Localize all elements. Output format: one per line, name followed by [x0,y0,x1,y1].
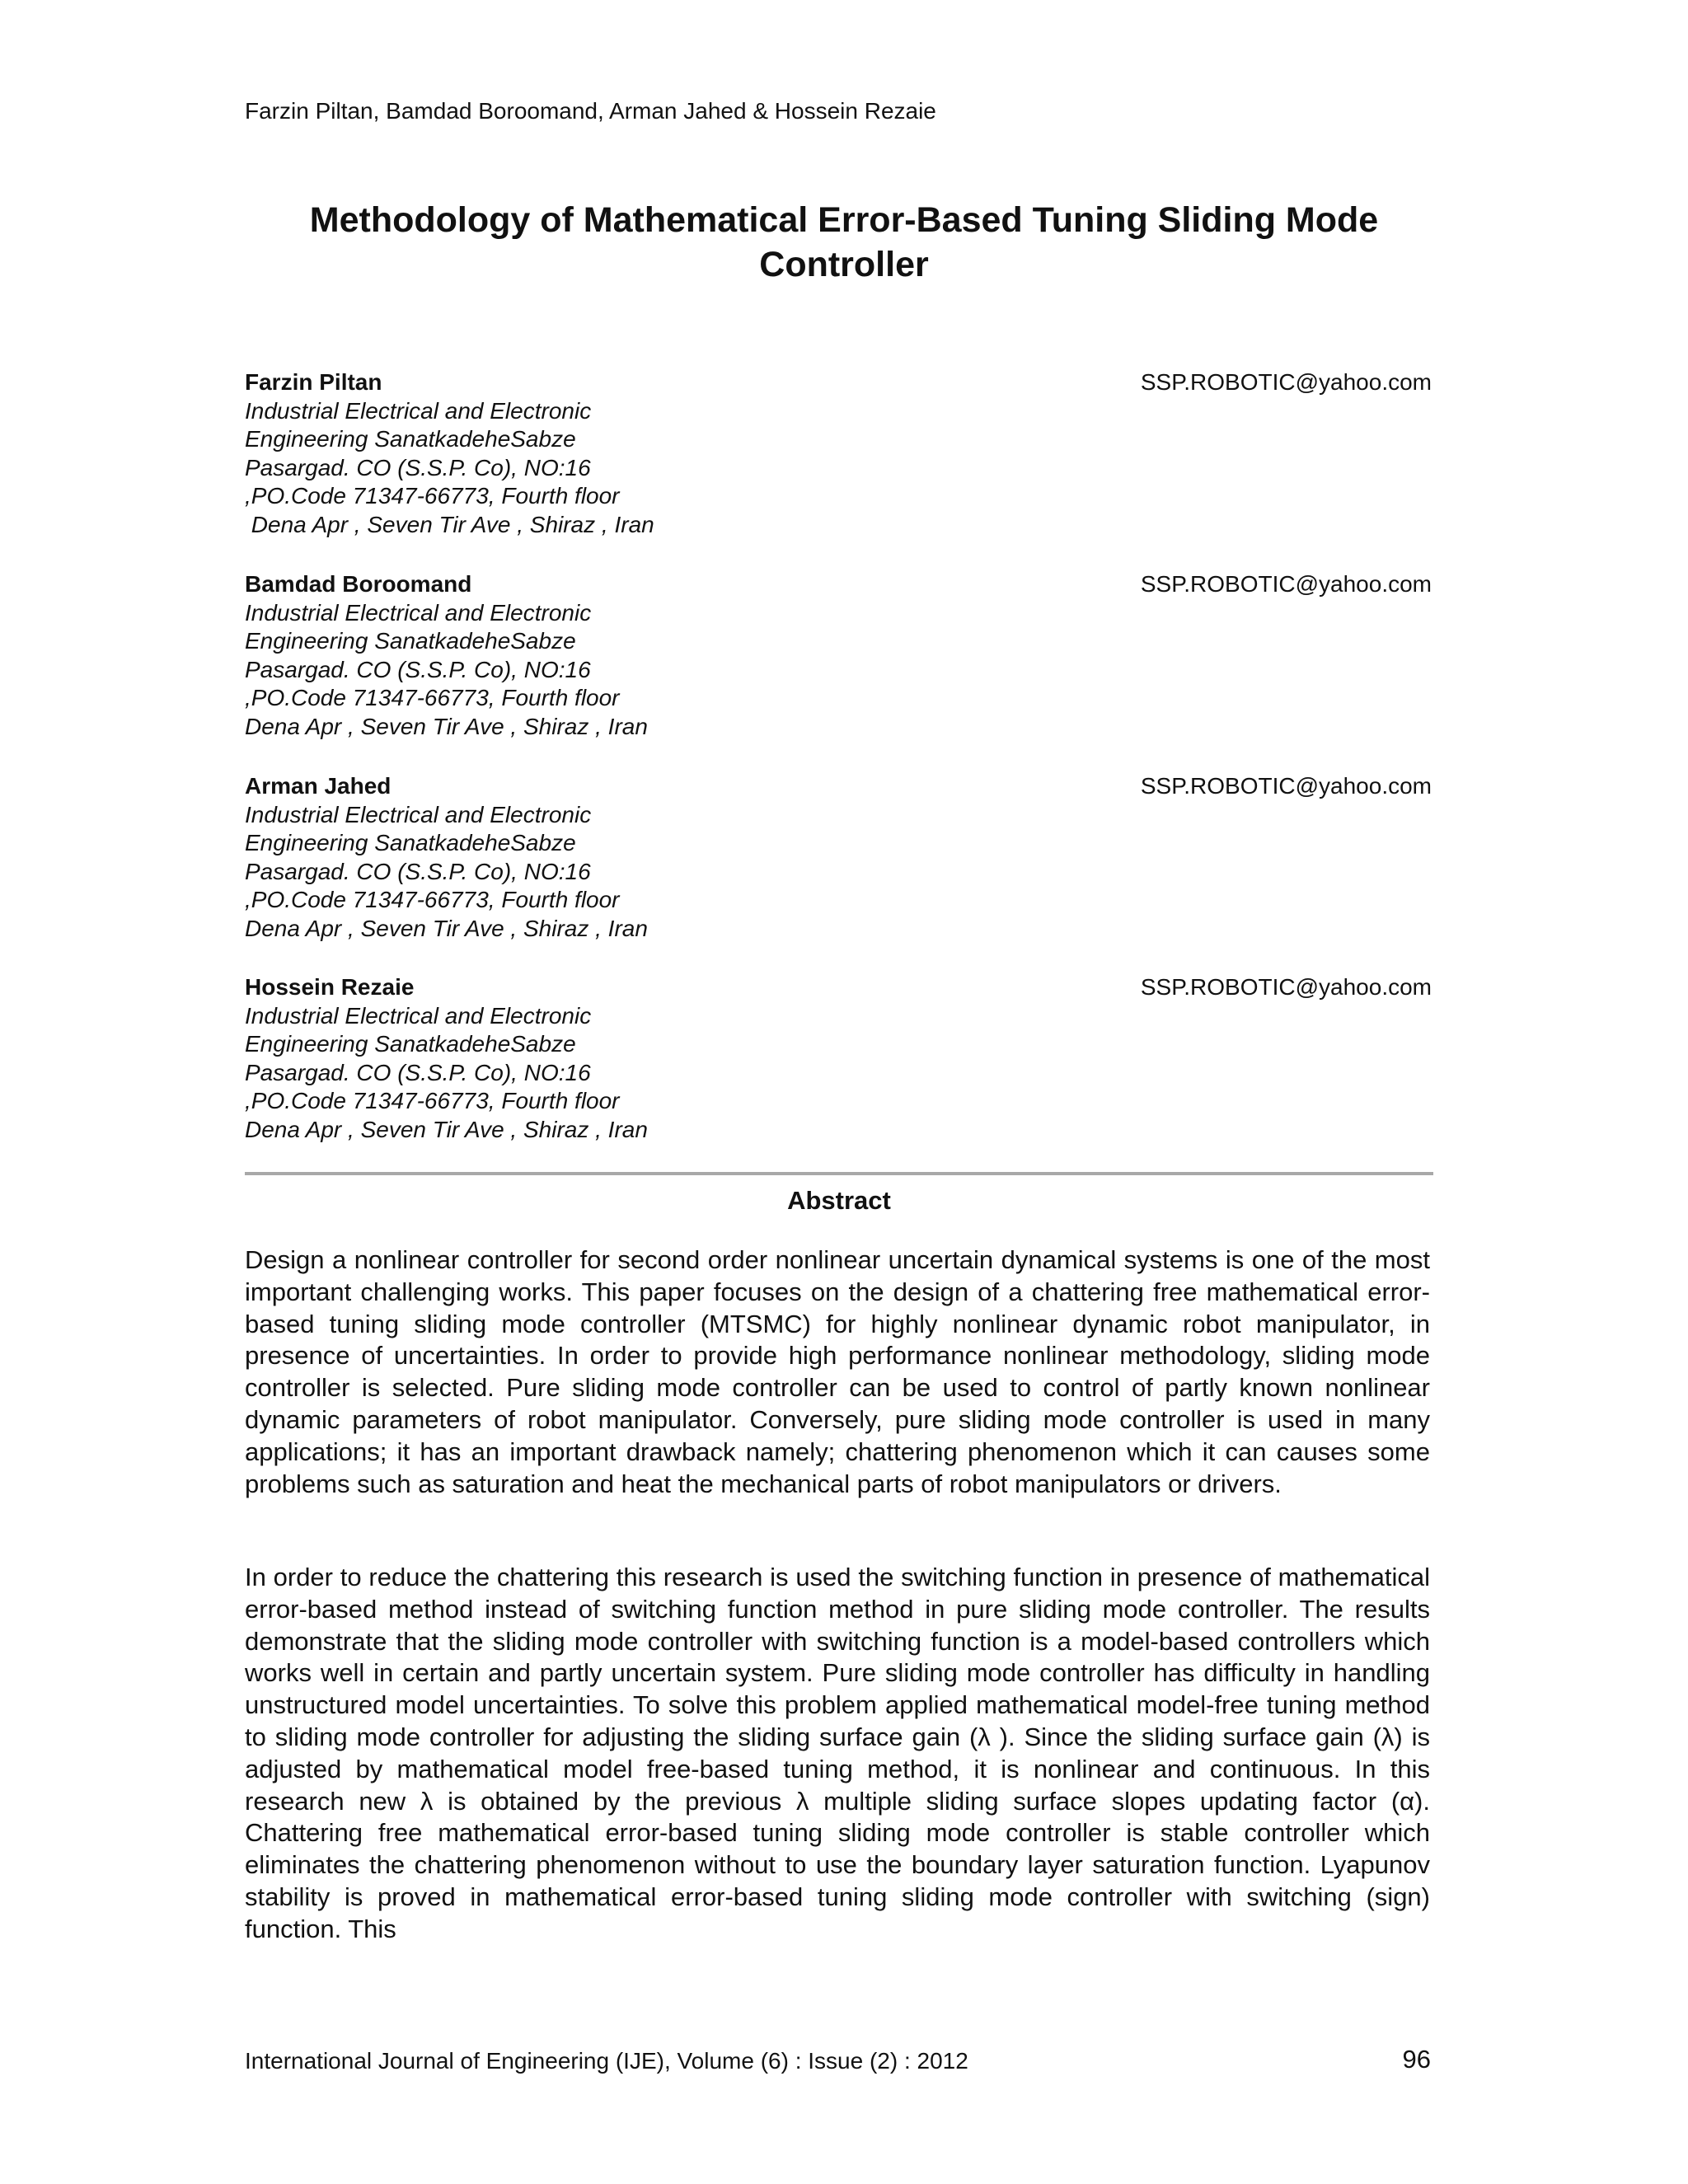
author-name: Hossein Rezaie [245,974,415,1000]
affiliation-line: Pasargad. CO (S.S.P. Co), NO:16 [245,656,591,682]
paper-title-line-2: Controller [759,245,929,284]
running-head: Farzin Piltan, Bamdad Boroomand, Arman Jahed & Hossein Rezaie [245,98,936,124]
author-name: Arman Jahed [245,773,392,799]
paper-title [165,198,1523,287]
author-email[interactable]: SSP.ROBOTIC@yahoo.com [1140,974,1432,1000]
footer-journal: International Journal of Engineering (IJE), Volume (6) : Issue (2) : 2012 [245,2048,968,2074]
affiliation-line: Dena Apr , Seven Tir Ave , Shiraz , Iran [245,511,654,537]
affiliation-line: ,PO.Code 71347-66773, Fourth floor [245,887,620,913]
affiliation-line: Dena Apr , Seven Tir Ave , Shiraz , Iran [245,713,648,739]
author-block [245,570,1432,742]
affiliation-line: Engineering SanatkadeheSabze [245,830,576,856]
section-divider [245,1172,1433,1175]
affiliation-line: Engineering SanatkadeheSabze [245,426,576,452]
affiliation-line: Industrial Electrical and Electronic [245,1002,592,1029]
abstract-paragraph-2: In order to reduce the chattering this research is used the switching function in presence of mathematical error-based method instead of switching function method in pure sliding mode controller. The results demonstrate that the sliding mode controller with switching function is a model-based controllers which works well in certain and partly uncertain system. Pure sliding mode controller has difficulty in handling unstructured model uncertainties. To solve this problem applied mathematical model-free tuning method to sliding mode controller for adjusting the sliding surface gain (λ ). Since the sliding surface gain (λ) is adjusted by mathematical model free-based tuning method, it is nonlinear and continuous. In this research new λ is obtained by the previous λ multiple sliding surface slopes updating factor (α). Chattering free mathematical error-based tuning sliding mode controller is stable controller which eliminates the chattering phenomenon without to use the boundary layer saturation function. Lyapunov stability is proved in mathematical error-based tuning sliding mode controller with switching (sign) function. This [245,1563,1430,1943]
author-block [245,772,1432,944]
affiliation-line: Pasargad. CO (S.S.P. Co), NO:16 [245,454,591,480]
affiliation-line: ,PO.Code 71347-66773, Fourth floor [245,1088,620,1114]
affiliation-line: Dena Apr , Seven Tir Ave , Shiraz , Iran [245,915,648,941]
author-email[interactable]: SSP.ROBOTIC@yahoo.com [1140,773,1432,799]
author-block [245,973,1432,1145]
affiliation-line: Engineering SanatkadeheSabze [245,628,576,654]
affiliation-line: ,PO.Code 71347-66773, Fourth floor [245,685,620,711]
affiliation-line: Industrial Electrical and Electronic [245,397,592,424]
affiliation-line: Pasargad. CO (S.S.P. Co), NO:16 [245,858,591,884]
author-block [245,368,1432,540]
affiliation-line: ,PO.Code 71347-66773, Fourth floor [245,483,620,509]
affiliation-line: Industrial Electrical and Electronic [245,599,592,626]
affiliation-line: Dena Apr , Seven Tir Ave , Shiraz , Iran [245,1116,648,1142]
affiliation-line: Pasargad. CO (S.S.P. Co), NO:16 [245,1059,591,1085]
author-name: Bamdad Boroomand [245,571,472,597]
abstract-heading: Abstract [787,1186,891,1215]
affiliation-line: Industrial Electrical and Electronic [245,801,592,827]
paper-title-line-1: Methodology of Mathematical Error-Based Tuning Sliding Mode [309,200,1379,240]
author-email[interactable]: SSP.ROBOTIC@yahoo.com [1140,369,1432,395]
author-name: Farzin Piltan [245,369,382,395]
author-email[interactable]: SSP.ROBOTIC@yahoo.com [1140,571,1432,597]
abstract-paragraph-1: Design a nonlinear controller for second order nonlinear uncertain dynamical systems is one of the most important challenging works. This paper focuses on the design of a chattering free mathematical error-based tuning sliding mode controller (MTSMC) for highly nonlinear dynamic robot manipulator, in presence of uncertainties. In order to provide high performance nonlinear methodology, sliding mode controller is selected. Pure sliding mode controller can be used to control of partly known nonlinear dynamic parameters of robot manipulator. Conversely, pure sliding mode controller is used in many applications; it has an important drawback namely; chattering phenomenon which it can causes some problems such as saturation and heat the mechanical parts of robot manipulators or drivers. [245,1245,1430,1498]
affiliation-line: Engineering SanatkadeheSabze [245,1031,576,1057]
page-number: 96 [1402,2045,1431,2074]
